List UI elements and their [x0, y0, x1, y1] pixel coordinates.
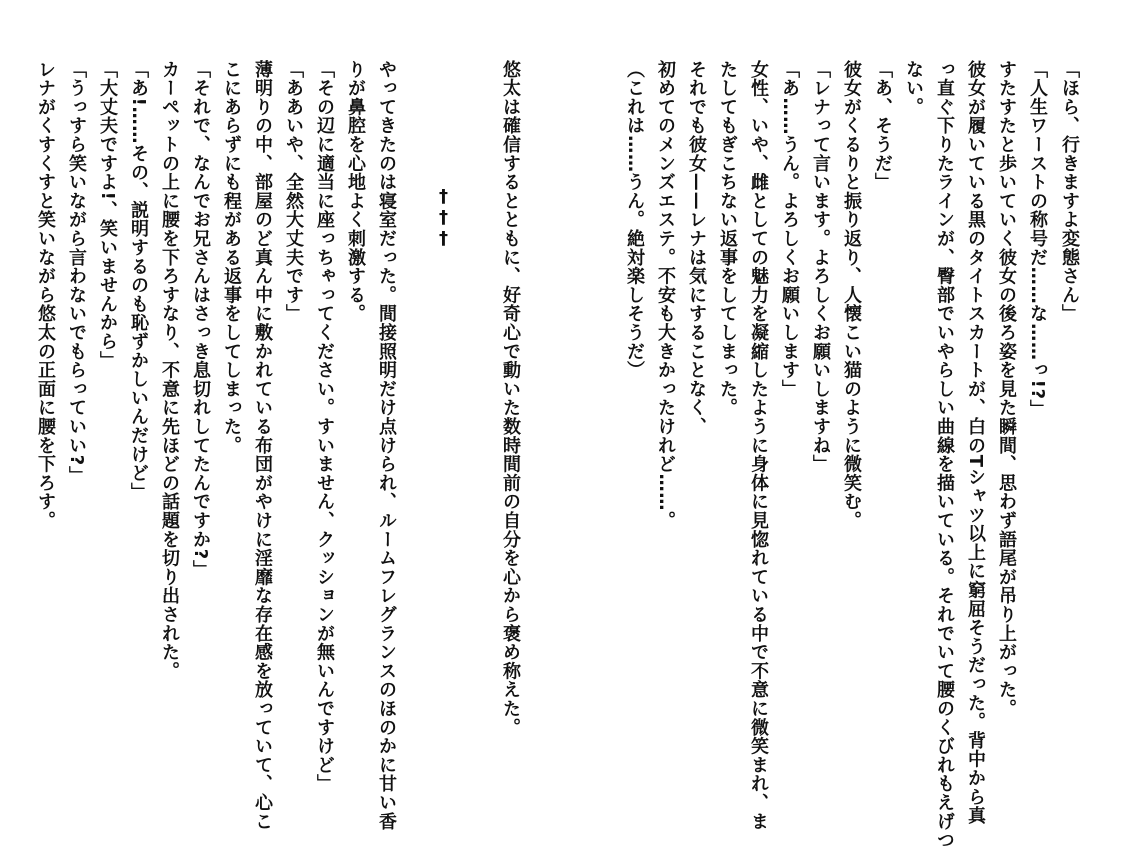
text-line: 女性、いや、雌としての魅力を凝縮したように身体に見惚れている中で不意に微笑まれ、ま	[748, 60, 769, 831]
text-line: 「人生ワーストの称号だ……な……っ!?」	[1027, 60, 1048, 419]
text-line: 初めてのメンズエステ。不安も大きかったけれど……。	[655, 60, 676, 530]
text-line: 「レナって言います。よろしくお願いしますね」	[810, 60, 831, 474]
text-line: 悠太は確信するとともに、好奇心で動いた数時間前の自分を心から褒め称えた。	[500, 60, 521, 737]
text-line: っ直ぐ下りたラインが、臀部でいやらしい曲線を描いている。それでいて腰のくびれもえげつ	[934, 60, 955, 850]
text-line: 「その辺に適当に座っちゃってください。すいません、クッションが無いんですけど」	[314, 60, 335, 794]
text-line: レナがくすくすと笑いながら悠太の正面に腰を下ろす。	[35, 60, 56, 530]
text-line: 薄明りの中、部屋のど真ん中に敷かれている布団がやけに淫靡な存在感を放っていて、心こ	[252, 60, 273, 831]
text-line: 「それで、なんでお兄さんはさっき息切れしてたんですか?」	[190, 60, 211, 579]
text-line: 「あ!……その、説明するのも恥ずかしいんだけど」	[128, 60, 149, 502]
text-line: 「うっすら笑いながら言わないでもらっていい?」	[66, 60, 87, 485]
text-line: 彼女がくるりと振り返り、人懐こい猫のように微笑む。	[841, 60, 862, 530]
text-line: 「ほら、行きますよ変態さん」	[1059, 60, 1080, 324]
text-line: りが鼻腔を心地よく刺激する。	[345, 60, 366, 324]
text-line: すたすたと歩いていく彼女の後ろ姿を見た瞬間、思わず語尾が吊り上がった。	[996, 60, 1017, 718]
text-line: 彼女が履いている黒のタイトスカートが、白のTシャツ以上に窮屈そうだった。背中から真	[965, 60, 986, 826]
text-line: 「ああいや、全然大丈夫です」	[283, 60, 304, 324]
text-line: 「大丈夫ですよ!、笑いませんから」	[97, 60, 118, 370]
text-line: こにあらずにも程がある返事をしてしまった。	[221, 60, 242, 455]
text-line: それでも彼女——レナは気にすることなく、	[686, 60, 707, 436]
text-line: やってきたのは寝室だった。間接照明だけ点けられ、ルームフレグランスのほのかに甘い香	[376, 60, 397, 831]
text-line: ない。	[903, 60, 924, 117]
text-line: 「あ……うん。よろしくお願いします」	[779, 60, 800, 399]
text-line: （これは……うん。絶対楽しそうだ）	[624, 60, 645, 380]
text-line: カーペットの上に腰を下ろすなり、不意に先ほどの話題を切り出された。	[159, 60, 180, 681]
text-line: たしてもぎこちない返事をしてしまった。	[717, 60, 738, 418]
text-line: 「あ、そうだ」	[872, 60, 893, 192]
scene-break-mark: †††	[433, 186, 454, 249]
